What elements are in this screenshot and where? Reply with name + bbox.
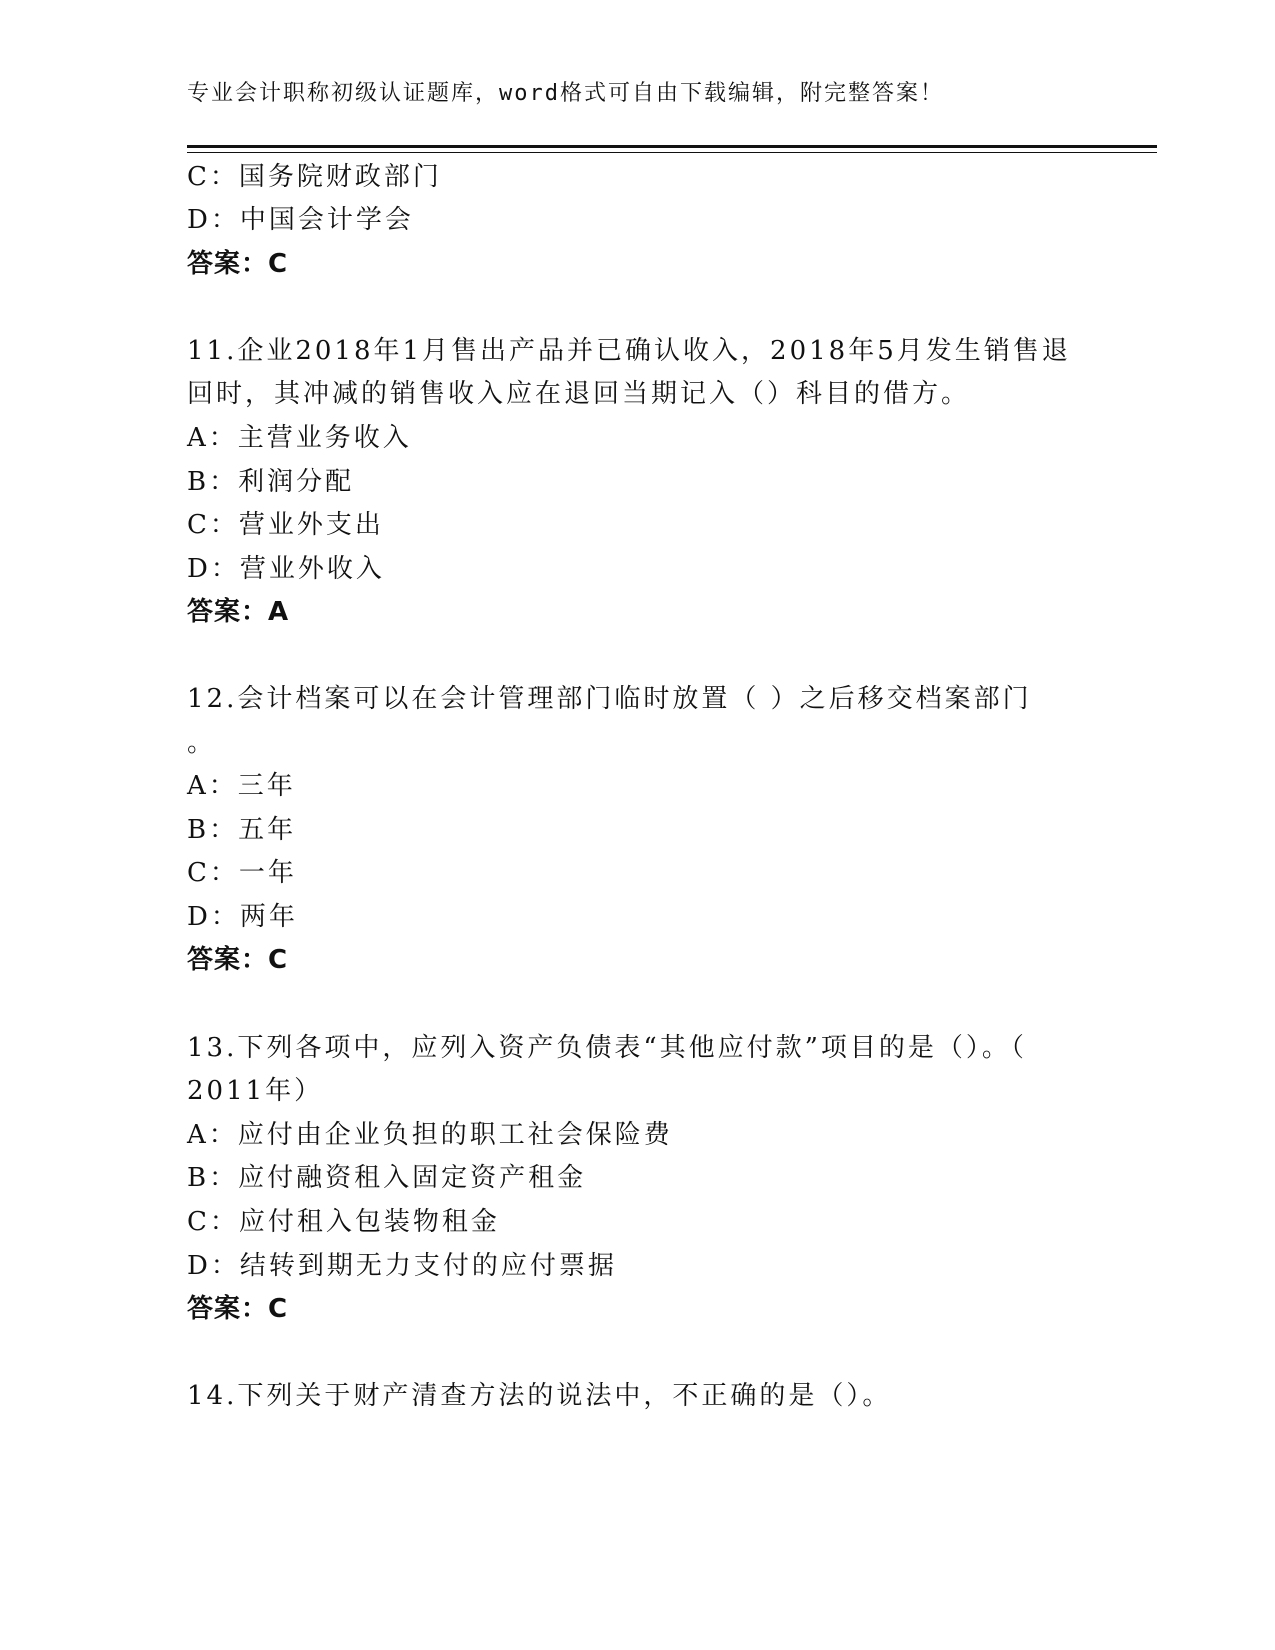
question-stem: 11.企业2018年1月售出产品并已确认收入，2018年5月发生销售退: [187, 336, 1071, 366]
option-a: A：应付由企业负担的职工社会保险费: [187, 1120, 673, 1150]
question-stem: 2011年）: [187, 1076, 324, 1106]
option-c: C：应付租入包装物租金: [187, 1207, 500, 1237]
answer: 答案：C: [187, 249, 289, 279]
option-d: D：营业外收入: [187, 554, 385, 584]
question-stem: 回时，其冲减的销售收入应在退回当期记入（）科目的借方。: [187, 379, 971, 409]
option-b: B：应付融资租入固定资产租金: [187, 1163, 587, 1193]
option-d: D：中国会计学会: [187, 205, 414, 235]
question-stem: 12.会计档案可以在会计管理部门临时放置（ ）之后移交档案部门: [187, 684, 1032, 714]
option-b: B：五年: [187, 815, 297, 845]
page-header: 专业会计职称初级认证题库，word格式可自由下载编辑，附完整答案！: [187, 81, 944, 106]
option-d: D：两年: [187, 902, 298, 932]
answer: 答案：A: [187, 597, 290, 627]
option-a: A：三年: [187, 771, 296, 801]
option-a: A：主营业务收入: [187, 423, 412, 453]
option-c: C：一年: [187, 858, 297, 888]
option-c: C：国务院财政部门: [187, 162, 442, 192]
option-c: C：营业外支出: [187, 510, 384, 540]
answer: 答案：C: [187, 945, 289, 975]
answer: 答案：C: [187, 1294, 289, 1324]
question-stem: 。: [187, 728, 217, 758]
option-b: B：利润分配: [187, 467, 355, 497]
question-stem: 13.下列各项中，应列入资产负债表“其他应付款”项目的是（）。（: [187, 1033, 1027, 1063]
header-rule-thick: [187, 145, 1157, 148]
question-stem: 14.下列关于财产清查方法的说法中，不正确的是（）。: [187, 1381, 892, 1411]
option-d: D：结转到期无力支付的应付票据: [187, 1251, 617, 1281]
header-rule-thin: [187, 152, 1157, 153]
